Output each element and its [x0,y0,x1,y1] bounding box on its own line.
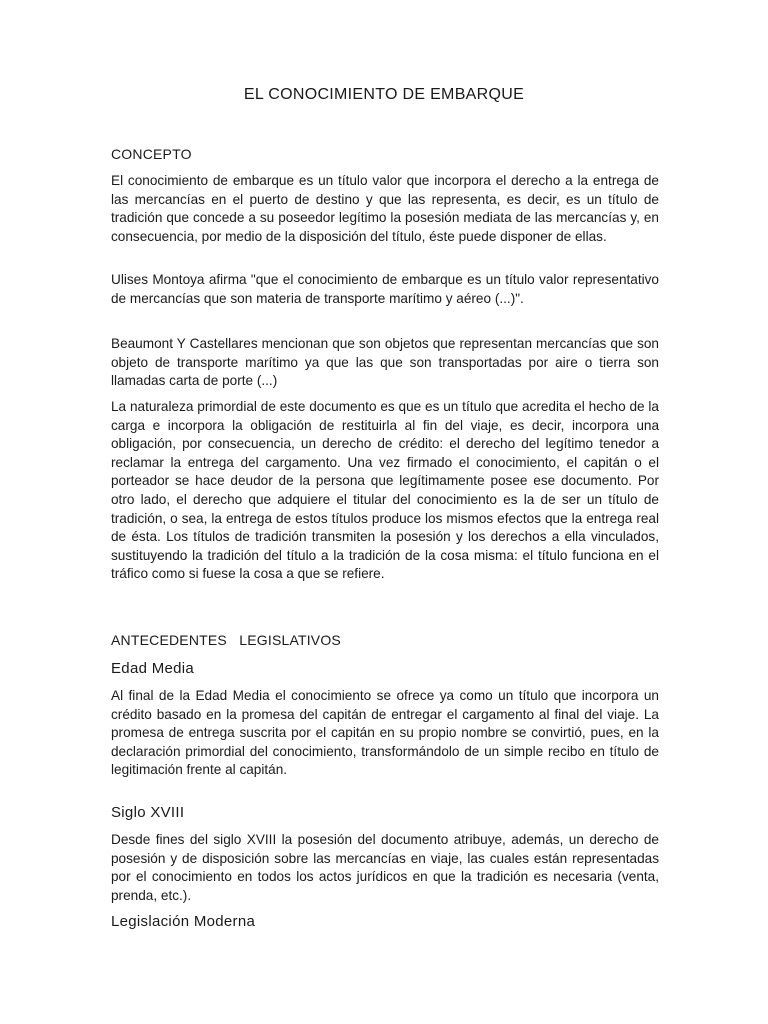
subheading-siglo-xviii: Siglo XVIII [111,804,185,821]
paragraph-concepto-4: La naturaleza primordial de este documento es que es un título que acredita el hecho de la carga e incorpora la obligación de restituirla al fin del viaje, es decir, incorpora una obligación, por consecuencia, un derecho de crédito: el derecho del legítimo tenedor a reclamar la entrega del cargamento. Una vez firmado el conocimiento, el capitán o el porteador se hace deudor de la persona que legítimamente posee ese documento. Por otro lado, el derecho que adquiere el titular del conocimiento es la de ser un título de tradición, o sea, la entrega de estos títulos produce los mismos efectos que la entrega real de ésta. Los títulos de tradición transmiten la posesión y los derechos a ella vinculados, sustituyendo la tradición del título a la tradición de la cosa misma: el título funciona en el tráfico como si fuese la cosa a que se refiere. [111,399,659,582]
paragraph-siglo-xviii: Desde fines del siglo XVIII la posesión del documento atribuye, además, un derecho de posesión y de disposición sobre las mercancías en viaje, las cuales están representadas por el conocimiento en todos los actos jurídicos en que la tradición es necesaria (venta, prenda, etc.). [111,832,659,903]
section-heading-concepto: CONCEPTO [111,146,192,162]
paragraph-edad-media: Al final de la Edad Media el conocimiento se ofrece ya como un título que incorpora un crédito basado en la promesa del capitán de entregar el cargamento al final del viaje. La promesa de entrega suscrita por el capitán en su propio nombre se convirtió, pues, en la declaración primordial del conocimiento, transformándolo de un simple recibo en título de legitimación frente al capitán. [111,688,659,778]
subheading-legislacion-moderna: Legislación Moderna [111,913,256,930]
paragraph-concepto-2: Ulises Montoya afirma "que el conocimiento de embarque es un título valor representativo de mercancías que son materia de transporte marítimo y aéreo (...)". [111,272,659,306]
document-title: EL CONOCIMIENTO DE EMBARQUE [243,86,525,103]
section-heading-antecedentes: ANTECEDENTES LEGISLATIVOS [111,632,341,648]
paragraph-concepto-1: El conocimiento de embarque es un título valor que incorpora el derecho a la entrega de las mercancías en el puerto de destino y que las representa, es decir, es un título de tradición que concede a su poseedor legítimo la posesión mediata de las mercancías y, en consecuencia, por medio de la disposición del título, éste puede disponer de ellas. [111,173,659,244]
subheading-edad-media: Edad Media [111,660,195,677]
paragraph-concepto-3: Beaumont Y Castellares mencionan que son objetos que representan mercancías que son objeto de transporte marítimo ya que las que son transportadas por aire o tierra son llamadas carta de porte (...) [111,336,659,389]
